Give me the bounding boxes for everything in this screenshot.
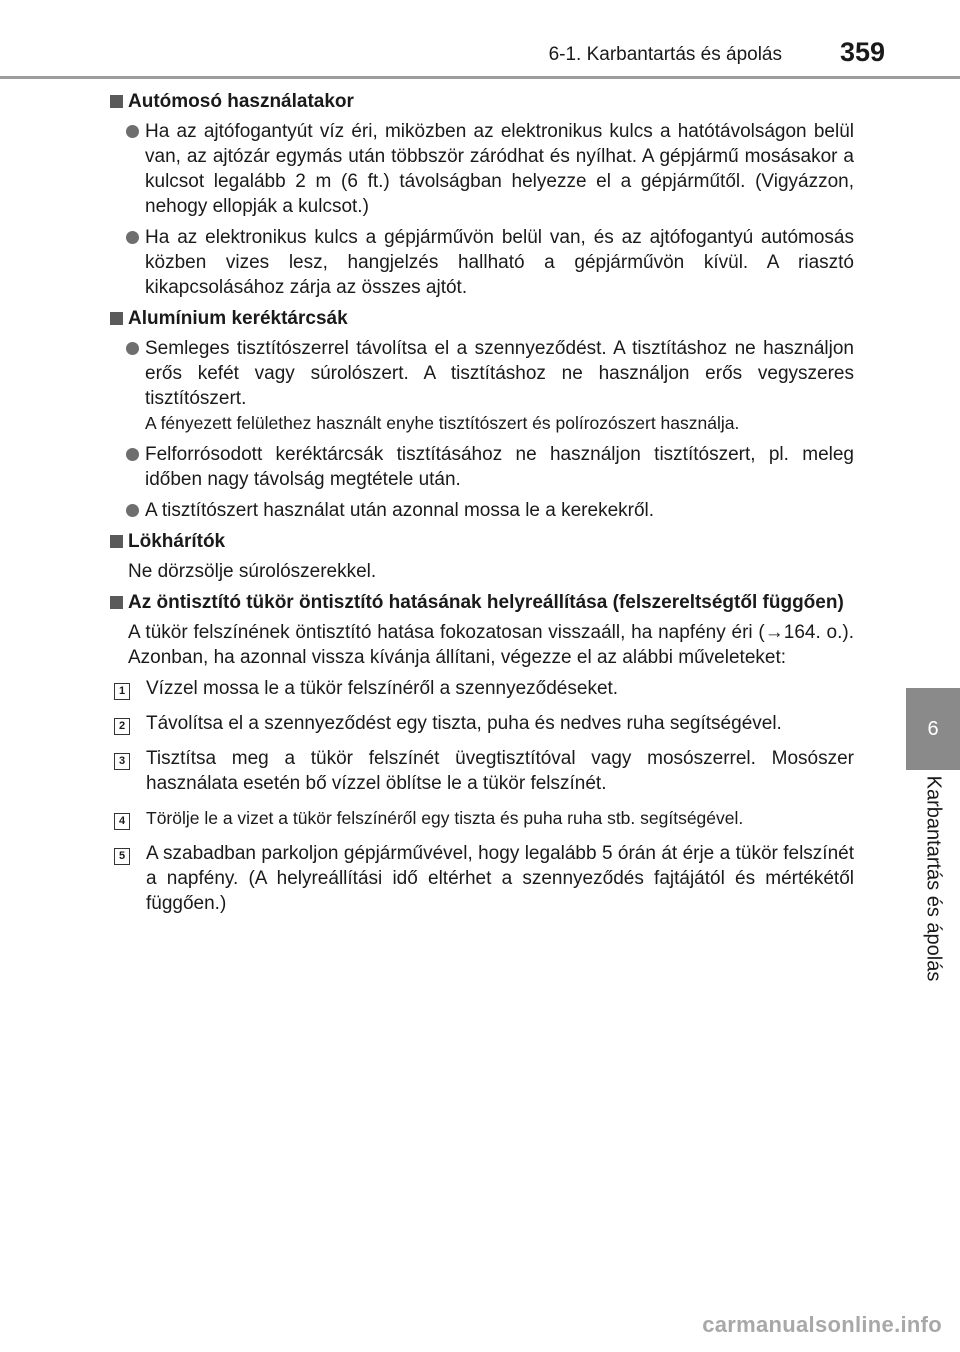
list-item-text: A tisztítószert használat után azonnal mossa le a kerekekről. [145,500,655,521]
section-heading-text: Autómosó használatakor [128,91,354,112]
square-bullet-icon [110,590,128,615]
step-item [114,806,854,831]
page-number: 359 [839,37,885,67]
section-heading [110,89,854,114]
list-item [126,442,854,492]
list-item [126,119,854,219]
section-heading [110,306,854,331]
step-number-badge: 4 [114,813,130,830]
step-number-badge: 3 [114,753,130,770]
step-text: Távolítsa el a szennyeződést egy tiszta, puha és nedves ruha segítségével. [146,713,782,734]
square-bullet-icon [110,529,128,554]
watermark: carmanualsonline.info [702,1312,942,1337]
step-text: Tisztítsa meg a tükör felszínét üvegtisztítóval vagy mosószerrel. Mosószer használata esetén bő vízzel öblítse le a tükör felszínét. [146,748,854,794]
step-item [114,841,854,916]
section-heading-text: Alumínium keréktárcsák [128,308,348,329]
section-heading [110,590,854,615]
section-car-wash [110,89,854,300]
list-item [126,225,854,300]
section-heading [110,529,854,554]
list-item [126,498,854,523]
section-heading-text: Az öntisztító tükör öntisztító hatásának helyreállítása (felszereltségtől függően) [128,592,844,613]
header-title: 6-1. Karbantartás és ápolás [548,44,782,65]
square-bullet-icon [110,306,128,331]
step-item [114,711,854,736]
circle-bullet-icon [126,336,145,436]
step-number-badge: 1 [114,683,130,700]
step-number-badge: 5 [114,848,130,865]
header-rule [0,76,960,79]
section-aluminium-wheels [110,306,854,523]
circle-bullet-icon [126,225,145,300]
chapter-tab-label-text: Karbantartás és ápolás [922,775,945,981]
step-text: Törölje le a vizet a tükör felszínéről egy tiszta és puha ruha stb. segítségével. [146,808,744,828]
section-self-cleaning-mirror [110,590,854,916]
section-heading-text: Lökhárítók [128,531,226,552]
step-text: A szabadban parkoljon gépjárművével, hogy legalább 5 órán át érje a tükör felszínét a napfény. (A helyreállítási idő eltérhet a szennyeződés fajtájától és mértékétől függően.) [146,843,854,914]
list-item-text-main: Semleges tisztítószerrel távolítsa el a szennyeződést. A tisztításhoz ne használjon erős kefét vagy súrolószert. A tisztításhoz ne használjon erős vegyszeres tisztítószert. [145,338,854,409]
list-item-text: Ha az elektronikus kulcs a gépjárművön belül van, és az ajtófogantyú autómosás közben vizes lesz, hangjelzés hallható a gépjárművön kívül. A riasztó kikapcsolásához zárja az összes ajtót. [145,227,854,298]
chapter-tab-number: 6 [906,688,960,770]
list-item-text: Ha az ajtófogantyút víz éri, miközben az elektronikus kulcs a hatótávolságon belül van, az ajtózár egymás után többször záródhat és nyílhat. A gépjármű mosásakor a kulcsot legalább 2 m (6 ft.) távolságban helyezze el a gépjárműtől. (Vigyázzon, nehogy ellopják a kulcsot.) [145,121,854,217]
square-bullet-icon [110,89,128,114]
step-item [114,746,854,796]
list-item-text: Felforrósodott keréktárcsák tisztításához ne használjon tisztítószert, pl. meleg időben nagy távolság megtétele után. [145,444,854,490]
circle-bullet-icon [126,119,145,219]
paragraph: Ne dörzsölje súrolószerekkel. [128,561,377,582]
circle-bullet-icon [126,498,145,523]
list-item-text [145,336,854,436]
page-content [110,89,854,926]
section-bumpers [110,529,854,584]
step-text: Vízzel mossa le a tükör felszínéről a szennyeződéseket. [146,678,619,699]
step-number-badge: 2 [114,718,130,735]
step-item [114,676,854,701]
circle-bullet-icon [126,442,145,492]
list-item [126,336,854,436]
paragraph: A tükör felszínének öntisztító hatása fokozatosan visszaáll, ha napfény éri (→164. o.). Azonban, ha azonnal vissza kívánja állítani, végezze el az alábbi műveleteket: [128,622,854,668]
list-item-text-extra: A fényezett felülethez használt enyhe tisztítószert és polírozószert használja. [145,413,740,433]
chapter-tab-label [906,772,960,984]
